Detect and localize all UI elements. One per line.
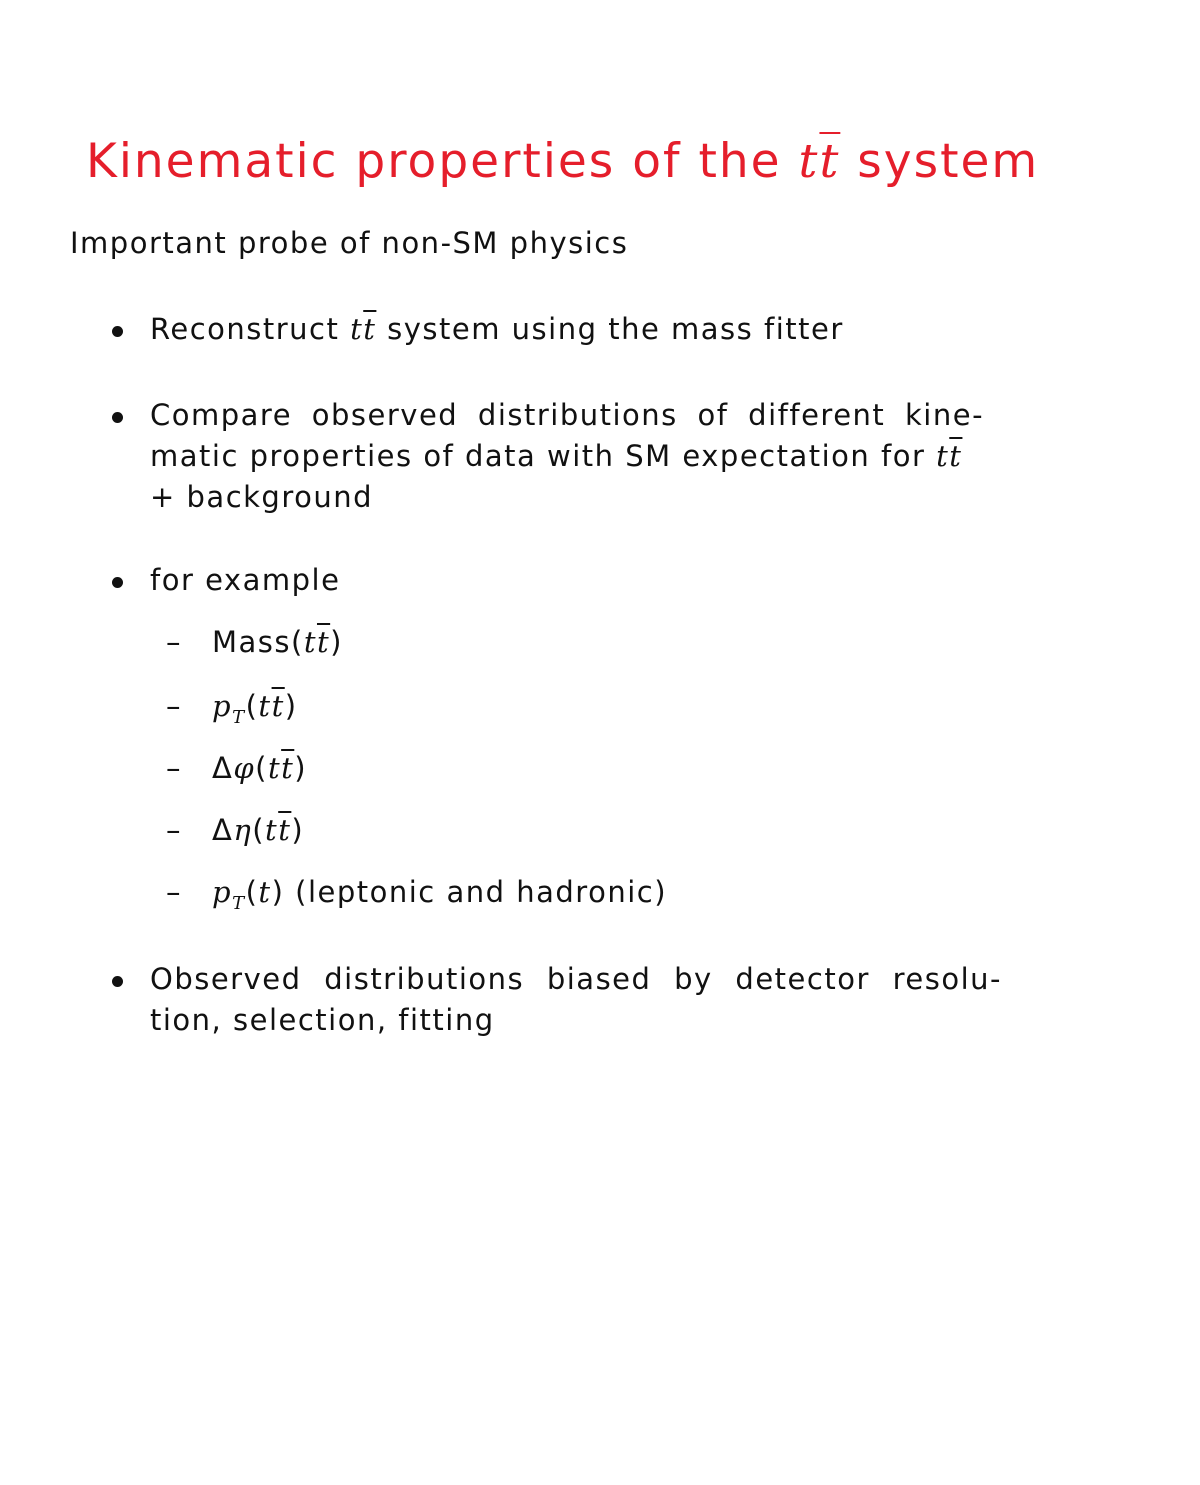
dash: – <box>166 751 182 785</box>
dash: – <box>166 625 182 659</box>
close-paren: ) <box>271 875 285 909</box>
bullet-dot <box>112 577 123 588</box>
delta-symbol: Δ <box>212 813 234 847</box>
bullet-dot <box>112 976 123 987</box>
tbar: $\overline{t}$ <box>363 312 377 346</box>
sub-item-delta-eta <box>166 810 305 851</box>
close-paren: ) <box>291 813 305 847</box>
close-paren: ) <box>294 751 308 785</box>
ttbar-math: $t\overline{t}$ <box>350 312 377 346</box>
bullet-text: Reconstruct <box>150 312 340 346</box>
ttbar-math: $t\overline{t}$ <box>258 689 285 723</box>
bullet-dot <box>112 412 123 423</box>
sub-note: (leptonic and hadronic) <box>295 875 668 909</box>
close-paren: ) <box>284 689 298 723</box>
sub-item-mass <box>166 622 343 663</box>
bullet-line <box>150 436 984 477</box>
p-symbol: p <box>212 689 233 723</box>
open-paren: ( <box>245 689 259 723</box>
bullet-reconstruct <box>150 309 844 350</box>
bullet-for-example <box>150 560 340 601</box>
title-suffix: system <box>857 134 1040 189</box>
sub-item-pt-ttbar <box>166 686 298 738</box>
title-text: Kinematic properties of the <box>86 134 782 189</box>
dash: – <box>166 689 182 723</box>
bullet-text: for example <box>150 563 341 597</box>
phi-symbol: φ <box>233 751 256 785</box>
p-symbol: p <box>212 875 233 909</box>
bullet-line: Observed distributions biased by detector resolu- <box>150 962 1002 996</box>
ttbar-math: $t\overline{t}$ <box>267 751 295 785</box>
tbar: $\overline{t}$ <box>281 751 295 785</box>
sub-close: ) <box>330 625 343 659</box>
eta-symbol: η <box>233 813 253 847</box>
bullet-compare <box>150 395 984 518</box>
slide-title <box>86 134 1039 190</box>
t-math: t <box>258 875 272 909</box>
open-paren: ( <box>252 813 266 847</box>
bullet-line: Compare observed distributions of different kine- <box>150 398 985 432</box>
pt-symbol <box>212 689 246 728</box>
tbar: $\overline{t}$ <box>316 625 331 659</box>
tbar: $\overline{t}$ <box>949 439 963 473</box>
tbar: $\overline{t}$ <box>271 689 285 723</box>
subscript: T <box>232 706 246 728</box>
delta-symbol: Δ <box>212 751 234 785</box>
bullet-line: + background <box>150 480 374 514</box>
ttbar-math: $t\overline{t}$ <box>265 813 292 847</box>
open-paren: ( <box>245 875 259 909</box>
bullet-text: system using the mass fitter <box>387 312 844 346</box>
bullet-text: matic properties of data with SM expectation for <box>150 439 926 473</box>
pt-symbol <box>212 875 246 914</box>
intro-text: Important probe of non-SM physics <box>70 226 629 260</box>
dash: – <box>166 813 182 847</box>
sub-label: Mass( <box>212 625 304 659</box>
dash: – <box>166 875 182 909</box>
bullet-observed <box>150 959 1002 1041</box>
bullet-line: tion, selection, fitting <box>150 1003 495 1037</box>
open-paren: ( <box>255 751 268 785</box>
tbar: $\overline{t}$ <box>819 134 841 189</box>
tbar: $\overline{t}$ <box>278 813 292 847</box>
title-ttbar: $t\overline{t}$ <box>798 134 841 189</box>
bullet-dot <box>112 326 123 337</box>
ttbar-math: $t\overline{t}$ <box>303 625 331 659</box>
sub-item-pt-top <box>166 872 668 924</box>
ttbar-math: $t\overline{t}$ <box>936 439 963 473</box>
sub-item-delta-phi <box>166 748 308 789</box>
subscript: T <box>232 892 246 914</box>
